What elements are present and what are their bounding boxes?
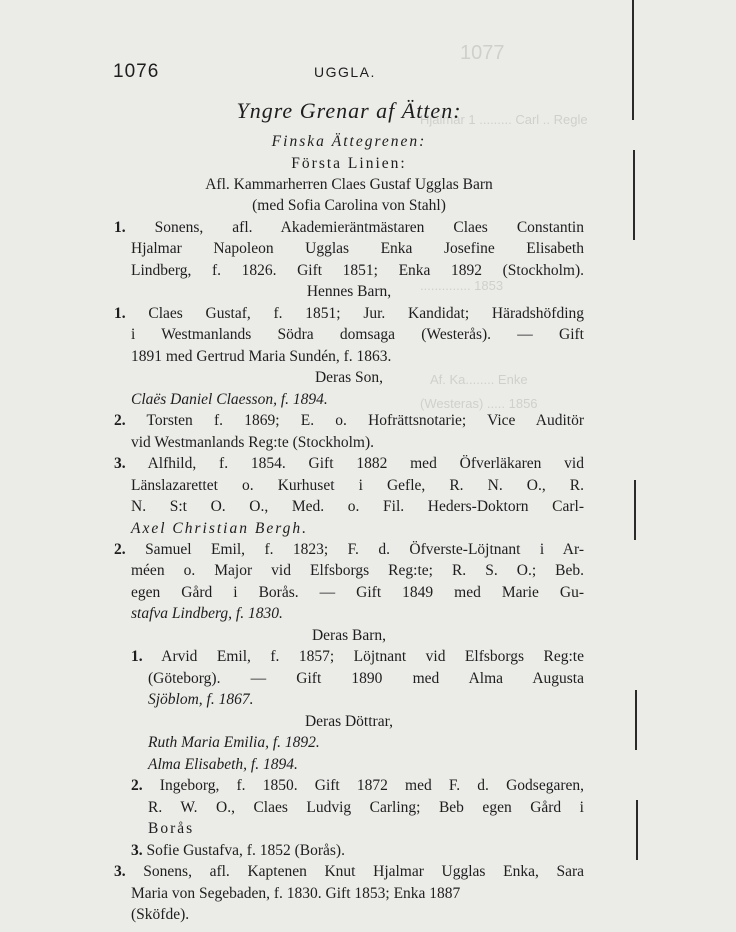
subsection-heading: Finska Ättegrenen: bbox=[271, 133, 427, 150]
text-line: Hjalmar Napoleon Ugglas Enka Josefine Elisabeth bbox=[131, 240, 584, 258]
entry-line bbox=[114, 304, 584, 323]
entry-text: Claes Gustaf, f. 1851; Jur. Kandidat; Häradshöfding bbox=[148, 304, 584, 322]
text-line: méen o. Major vid Elfsborgs Reg:te; R. S. O.; Beb. bbox=[131, 562, 584, 580]
text-line: Alma Elisabeth, f. 1894. bbox=[148, 755, 298, 773]
entry-number: 1. bbox=[114, 304, 126, 322]
entry-text: Sonens, afl. Akademieräntmästaren Claes Constantin bbox=[154, 218, 584, 236]
text-line: Maria von Segebaden, f. 1830. Gift 1853; Enka 1887 bbox=[131, 884, 461, 902]
entry-number: 2. bbox=[114, 541, 126, 558]
entry-number: 2. bbox=[131, 777, 143, 795]
bleed-through-text: .............. 1853 bbox=[420, 278, 504, 293]
bleed-through-text: Af. Ka........ Enke bbox=[430, 372, 528, 387]
section-title: Yngre Grenar af Ätten: bbox=[236, 98, 462, 123]
text-line: vid Westmanlands Reg:te (Stockholm). bbox=[131, 433, 374, 451]
entry-line bbox=[131, 776, 584, 795]
bleed-through-text: Hjalmar 1 ......... Carl .. Regle bbox=[420, 112, 588, 127]
page-edge-line bbox=[635, 690, 637, 750]
page-edge-line bbox=[633, 150, 635, 240]
text-line: Länslazarettet o. Kurhuset i Gefle, R. N. O., R. bbox=[131, 476, 584, 494]
text-line: i Westmanlands Södra domsaga (Westerås). — Gift bbox=[131, 326, 584, 344]
text-line: (Göteborg). — Gift 1890 med Alma Augusta bbox=[148, 669, 584, 687]
page-number: 1076 bbox=[113, 61, 160, 82]
entry-text: Sonens, afl. Kaptenen Knut Hjalmar Ugglas Enka, Sara bbox=[143, 863, 585, 881]
page-edge-line bbox=[636, 800, 638, 860]
text-line: Sjöblom, f. 1867. bbox=[148, 691, 254, 709]
entry-line bbox=[114, 454, 584, 473]
entry-line bbox=[114, 862, 584, 881]
entry-text: Arvid Emil, f. 1857; Löjtnant vid Elfsborgs Reg:te bbox=[161, 648, 584, 666]
text-line: N. S:t O. O., Med. o. Fil. Heders-Doktorn Carl- bbox=[131, 498, 584, 515]
text-line: (med Sofia Carolina von Stahl) bbox=[252, 197, 446, 215]
entry-line bbox=[131, 841, 345, 860]
text-line: Borås bbox=[148, 820, 195, 838]
entry-text: Ingeborg, f. 1850. Gift 1872 med F. d. Godsegaren, bbox=[159, 777, 584, 795]
entry-text: Alfhild, f. 1854. Gift 1882 med Öfverläkaren vid bbox=[147, 455, 584, 473]
bleed-through-text: 1077 bbox=[460, 42, 505, 64]
entry-number: 3. bbox=[131, 841, 143, 859]
bleed-through-text: (Westeras) ..... 1856 bbox=[420, 396, 538, 411]
page-edge-line bbox=[632, 0, 634, 120]
text-line: Deras Döttrar, bbox=[304, 712, 394, 730]
entry-number: 2. bbox=[114, 412, 126, 430]
entry-text: Torsten f. 1869; E. o. Hofrättsnotarie; Vice Auditör bbox=[146, 412, 584, 430]
page-edge-line bbox=[634, 480, 636, 540]
entry-number: 1. bbox=[131, 648, 143, 666]
entry-text: Samuel Emil, f. 1823; F. d. Öfverste-Löjtnant i Ar- bbox=[145, 541, 584, 558]
entry-line bbox=[114, 218, 584, 237]
text-line: Deras Son, bbox=[314, 369, 384, 387]
entry-text: Sofie Gustafva, f. 1852 (Borås). bbox=[146, 841, 345, 859]
text-line: Ruth Maria Emilia, f. 1892. bbox=[148, 734, 320, 752]
text-line: egen Gård i Borås. — Gift 1849 med Marie Gu- bbox=[131, 583, 584, 601]
entry-number: 1. bbox=[114, 218, 126, 236]
entry-line bbox=[114, 411, 584, 430]
subsection-heading: Första Linien: bbox=[291, 154, 407, 172]
text-line: Lindberg, f. 1826. Gift 1851; Enka 1892 (Stockholm). bbox=[131, 261, 584, 279]
text-line: Afl. Kammarherren Claes Gustaf Ugglas Barn bbox=[205, 175, 493, 193]
text-line: stafva Lindberg, f. 1830. bbox=[131, 605, 283, 623]
entry-line bbox=[114, 540, 584, 559]
running-title: UGGLA. bbox=[314, 64, 376, 80]
text-line: Deras Barn, bbox=[311, 626, 387, 644]
text-line: 1891 med Gertrud Maria Sundén, f. 1863. bbox=[131, 347, 392, 365]
text-line: Axel Christian Bergh. bbox=[131, 519, 309, 537]
text-line: R. W. O., Claes Ludvig Carling; Beb egen Gård i bbox=[148, 798, 584, 816]
text-line: Hennes Barn, bbox=[306, 283, 392, 301]
entry-number: 3. bbox=[114, 455, 126, 473]
text-line: Claës Daniel Claesson, f. 1894. bbox=[131, 390, 328, 408]
entry-number: 3. bbox=[114, 863, 126, 881]
text-line: (Sköfde). bbox=[131, 906, 190, 923]
entry-line bbox=[131, 647, 584, 666]
